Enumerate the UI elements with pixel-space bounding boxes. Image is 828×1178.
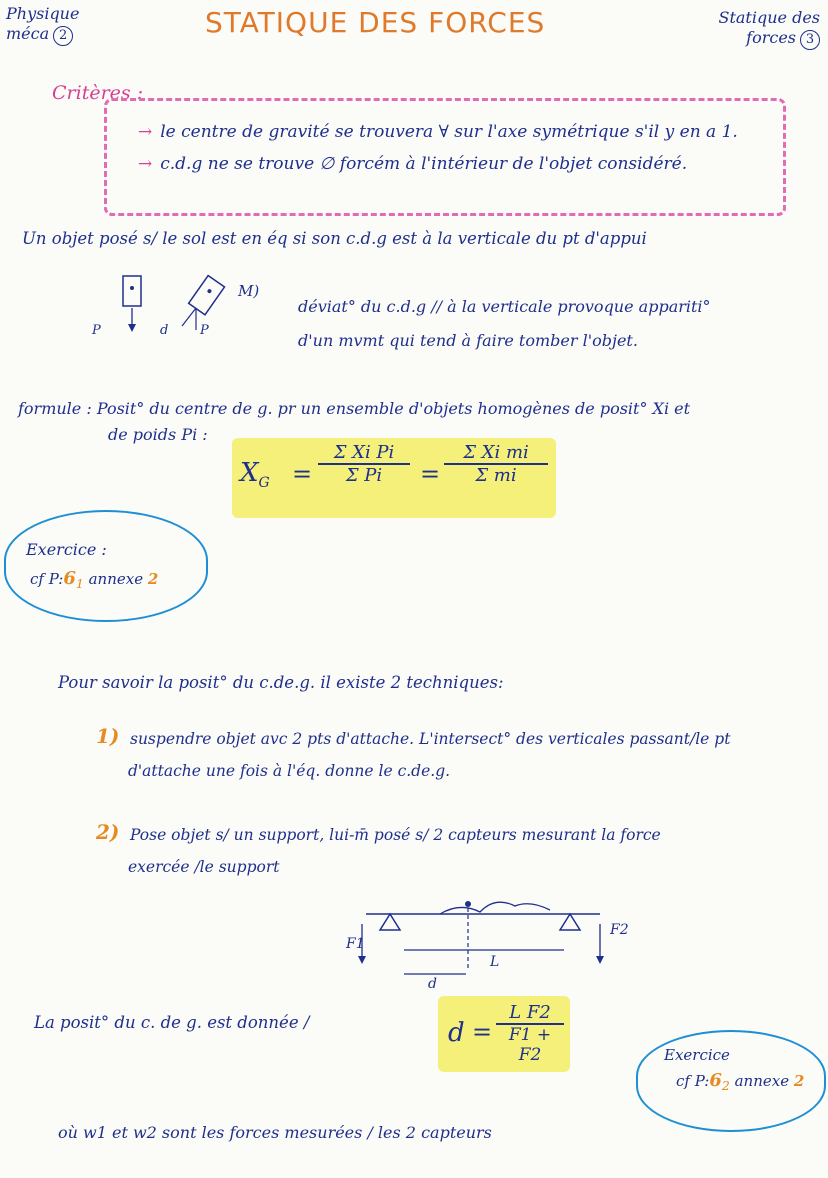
arrow-head-icon	[128, 324, 136, 332]
formula-d-lhs: d	[448, 1018, 465, 1048]
tilted-block	[189, 276, 225, 315]
arrow-right-icon: →	[138, 154, 153, 174]
object-outline	[440, 902, 550, 914]
critere-item-2: → c.d.g ne se trouve ∅ forcém à l'intérieur de l'objet considéré.	[138, 154, 688, 174]
exercice-1-title: Exercice :	[26, 540, 107, 559]
exercice-2-ref: cf $P:6_2$ annexe 2	[676, 1070, 805, 1093]
formula-d-fraction: L F2 F1 + F2	[496, 1002, 564, 1065]
techniques-intro: Pour savoir la posit° du c.de.g. il existe 2 techniques:	[58, 673, 504, 692]
exercice-1-ref: cf $P:6_1$ annexe 2	[30, 568, 159, 591]
header-subject: Physique	[6, 4, 80, 23]
header-topic-line2: forces 3	[719, 28, 821, 50]
formula-fraction-2: Σ Xi mi Σ mi	[444, 442, 548, 486]
arrow-head-icon	[596, 956, 604, 964]
deviation-line	[182, 308, 196, 326]
header-right	[719, 8, 821, 50]
formula-fraction-1: Σ Xi Pi Σ Pi	[318, 442, 410, 486]
technique-2-text-2: exercée /le support	[128, 858, 280, 876]
label-f2: F2	[610, 922, 629, 938]
label-l: L	[490, 954, 500, 970]
cdg-dot	[130, 286, 134, 290]
position-text: La posit° du c. de g. est donnée /	[34, 1013, 310, 1032]
header-left	[6, 4, 79, 46]
formule-text-2: de poids Pi :	[108, 425, 208, 444]
formula-lhs: $X_G$	[240, 458, 270, 492]
upright-block	[123, 276, 141, 306]
arrow-right-icon: →	[138, 122, 153, 142]
label-d: d	[160, 323, 169, 338]
header-topic: Statique des	[718, 8, 820, 27]
label-f1: F1	[346, 936, 365, 952]
sensor-right-icon	[560, 914, 580, 930]
deviation-text-1: déviat° du c.d.g // à la verticale provoque appariti°	[298, 297, 711, 316]
critere-item-1: → le centre de gravité se trouvera ∀ sur l'axe symétrique s'il y en a 1.	[138, 122, 738, 142]
technique-2-text-1: Pose objet s/ un support, lui-m̄ posé s/ 2 capteurs mesurant la force	[130, 826, 661, 844]
arrow-head-icon	[358, 956, 366, 964]
formula-equals-1: =	[292, 460, 313, 488]
technique-1-number: 1)	[96, 724, 120, 748]
sensor-left-icon	[380, 914, 400, 930]
technique-1-text-1: suspendre objet avc 2 pts d'attache. L'intersect° des verticales passant/le pt	[130, 730, 731, 748]
formula-equals-2: =	[420, 460, 441, 488]
page-number-badge: 2	[53, 26, 73, 46]
criteres-label: Critères :	[52, 82, 144, 104]
technique-2-number: 2)	[96, 820, 120, 844]
deviation-text-2: d'un mvmt qui tend à faire tomber l'objet.	[298, 331, 638, 350]
formule-text-1: formule : Posit° du centre de g. pr un ensemble d'objets homogènes de posit° Xi et	[18, 399, 691, 418]
sensor-diagram	[320, 890, 640, 990]
equilibre-text: Un objet posé s/ le sol est en éq si son c.d.g est à la verticale du pt d'appui	[22, 229, 647, 248]
label-m: M)	[238, 282, 260, 300]
label-p-1: P	[92, 323, 101, 338]
balance-figure	[78, 268, 278, 344]
technique-1-text-2: d'attache une fois à l'éq. donne le c.de.g.	[128, 762, 451, 780]
exercice-2-title: Exercice	[664, 1046, 730, 1064]
section-number-badge: 3	[800, 30, 820, 50]
exercice-cloud-1	[4, 510, 208, 622]
position-note: où w1 et w2 sont les forces mesurées / les 2 capteurs	[58, 1123, 492, 1142]
header-subtitle: méca 2	[6, 24, 79, 46]
formula-d-equals: =	[472, 1018, 493, 1046]
label-p-2: P	[200, 323, 209, 338]
cdg-dot	[465, 901, 471, 907]
page-title: STATIQUE DES FORCES	[205, 6, 546, 39]
label-d: d	[428, 976, 437, 990]
